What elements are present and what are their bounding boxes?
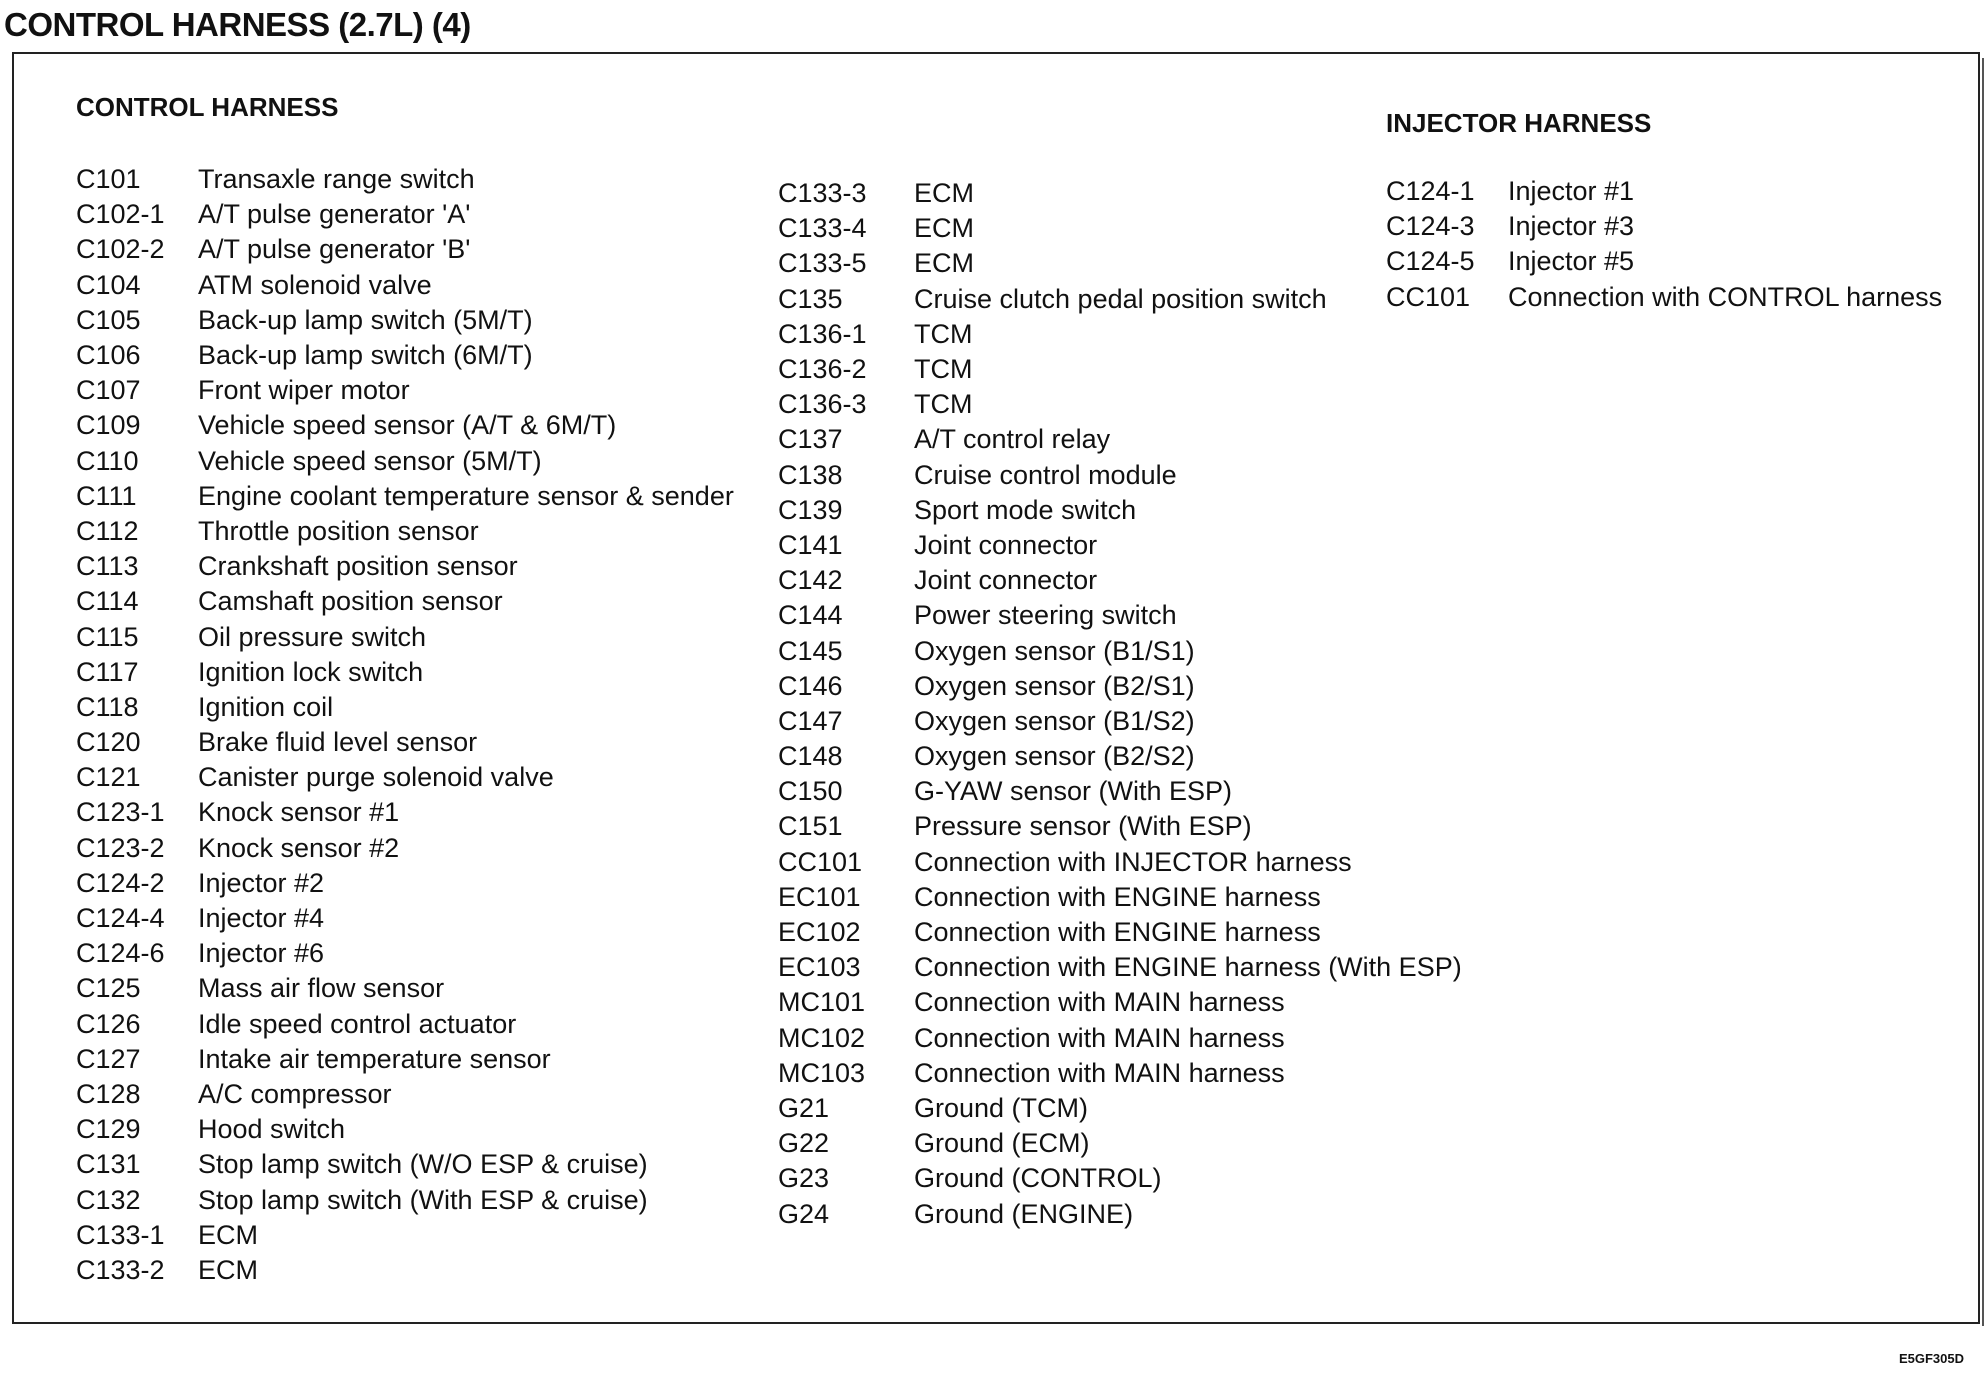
connector-code: C124-3 [1386,211,1475,242]
connector-description: Ground (ECM) [914,1128,1090,1159]
connector-row [778,633,1462,668]
connector-code: C104 [76,269,141,300]
connector-row [76,1147,734,1182]
connector-row [76,1253,734,1288]
connector-description: Vehicle speed sensor (5M/T) [198,445,542,476]
connector-row [76,338,734,373]
connector-code: C124-2 [76,867,165,898]
control-harness-heading: CONTROL HARNESS [76,92,339,122]
connector-code: C113 [76,551,139,582]
connector-code: C101 [76,164,141,195]
connector-row [76,655,734,690]
connector-row [76,1218,734,1253]
connector-code: C132 [76,1184,141,1215]
connector-description: ECM [198,1254,258,1285]
connector-row [778,845,1462,880]
connector-row [778,598,1462,633]
connector-description: Connection with INJECTOR harness [914,846,1352,877]
connector-row [778,1196,1462,1231]
connector-row [778,739,1462,774]
connector-code: C144 [778,600,843,631]
connector-description: ECM [914,213,974,244]
connector-code: C146 [778,670,843,701]
connector-code: C120 [76,727,141,758]
connector-code: C114 [76,586,139,617]
connector-description: Oxygen sensor (B1/S2) [914,705,1195,736]
connector-row [778,1126,1462,1161]
connector-code: MC101 [778,987,866,1018]
connector-description: Injector #1 [1508,176,1635,207]
connector-description: Connection with MAIN harness [914,1057,1285,1088]
connector-description: ECM [914,248,974,279]
connector-row [76,619,734,654]
connector-row [778,915,1462,950]
connector-code: C133-4 [778,213,867,244]
connector-code: C123-1 [76,797,165,828]
connector-code: C137 [778,424,843,455]
connector-row [778,246,1462,281]
connector-code: G23 [778,1163,830,1194]
connector-description: Joint connector [914,565,1098,596]
connector-description: Ground (TCM) [914,1092,1089,1123]
connector-row [778,387,1462,422]
connector-row [1386,280,1942,315]
connector-row [778,528,1462,563]
connector-description: G-YAW sensor (With ESP) [914,776,1233,807]
connector-description: Brake fluid level sensor [198,727,478,758]
connector-row [76,444,734,479]
connector-code: MC102 [778,1022,866,1053]
connector-description: Hood switch [198,1114,346,1145]
connector-row [1386,244,1942,279]
connector-code: C147 [778,705,843,736]
connector-description: Sport mode switch [914,494,1137,525]
connector-description: Connection with ENGINE harness [914,917,1321,948]
connector-description: Cruise control module [914,459,1177,490]
middle-connector-column [778,176,1462,1232]
connector-code: C136-2 [778,354,867,385]
connector-code: C121 [76,762,141,793]
connector-code: C148 [778,741,843,772]
connector-description: Camshaft position sensor [198,586,503,617]
connector-row [76,479,734,514]
connector-code: C124-6 [76,938,165,969]
connector-description: Oil pressure switch [198,621,427,652]
connector-code: G22 [778,1128,830,1159]
connector-description: A/T pulse generator 'A' [198,199,471,230]
connector-description: Ignition lock switch [198,656,424,687]
connector-code: EC102 [778,917,861,948]
connector-row [778,352,1462,387]
connector-description: Stop lamp switch (With ESP & cruise) [198,1184,648,1215]
connector-row [76,1077,734,1112]
connector-description: TCM [914,389,973,420]
connector-row [778,1091,1462,1126]
connector-code: C138 [778,459,843,490]
connector-row [778,950,1462,985]
connector-description: Throttle position sensor [198,515,479,546]
connector-row [76,162,734,197]
connector-description: Ground (ENGINE) [914,1198,1134,1229]
connector-code: C133-1 [76,1219,165,1250]
connector-description: Ignition coil [198,691,334,722]
connector-code: C102-2 [76,234,165,265]
connector-description: ECM [914,178,974,209]
connector-code: C145 [778,635,843,666]
connector-code: C133-3 [778,178,867,209]
connector-row [778,282,1462,317]
connector-description: Oxygen sensor (B1/S1) [914,635,1195,666]
connector-row [76,866,734,901]
connector-code: C106 [76,340,141,371]
connector-row [778,317,1462,352]
connector-code: C112 [76,515,139,546]
connector-code: G21 [778,1092,830,1123]
injector-harness-heading: INJECTOR HARNESS [1386,108,1652,138]
connector-description: Idle speed control actuator [198,1008,517,1039]
connector-description: Connection with ENGINE harness [914,881,1321,912]
connector-code: C136-1 [778,318,867,349]
connector-row [76,268,734,303]
connector-description: Cruise clutch pedal position switch [914,283,1327,314]
connector-row [76,584,734,619]
connector-row [778,809,1462,844]
connector-row [778,422,1462,457]
connector-code: C123-2 [76,832,165,863]
connector-row [76,303,734,338]
connector-code: C131 [76,1149,141,1180]
connector-description: Front wiper motor [198,375,410,406]
connector-code: C127 [76,1043,141,1074]
connector-row [76,971,734,1006]
connector-description: Crankshaft position sensor [198,551,518,582]
connector-code: C110 [76,445,139,476]
connector-code: C139 [778,494,843,525]
connector-code: C128 [76,1078,141,1109]
harness-table-frame [12,52,1980,1324]
connector-code: EC103 [778,952,861,983]
connector-description: Back-up lamp switch (6M/T) [198,340,533,371]
right-connector-column [1386,174,1942,315]
connector-description: Intake air temperature sensor [198,1043,551,1074]
connector-row [76,232,734,267]
connector-row [1386,209,1942,244]
left-connector-column [76,162,734,1288]
connector-row [76,936,734,971]
connector-code: C135 [778,283,843,314]
connector-code: C126 [76,1008,141,1039]
connector-description: Back-up lamp switch (5M/T) [198,304,533,335]
connector-code: C125 [76,973,141,1004]
connector-description: Connection with ENGINE harness (With ESP) [914,952,1462,983]
connector-description: Power steering switch [914,600,1177,631]
connector-description: Oxygen sensor (B2/S1) [914,670,1195,701]
connector-description: Injector #6 [198,938,325,969]
connector-description: Injector #4 [198,903,325,934]
connector-description: Injector #3 [1508,211,1635,242]
connector-row [76,1182,734,1217]
connector-code: C109 [76,410,141,441]
connector-description: A/T control relay [914,424,1111,455]
connector-row [76,514,734,549]
connector-description: ATM solenoid valve [198,269,432,300]
connector-row [778,1056,1462,1091]
connector-description: Pressure sensor (With ESP) [914,811,1252,842]
connector-description: Connection with CONTROL harness [1508,281,1943,312]
connector-description: Injector #2 [198,867,325,898]
connector-row [778,493,1462,528]
connector-code: C151 [778,811,843,842]
connector-description: TCM [914,318,973,349]
connector-row [76,901,734,936]
connector-description: Vehicle speed sensor (A/T & 6M/T) [198,410,617,441]
connector-description: Knock sensor #2 [198,832,400,863]
connector-code: C133-5 [778,248,867,279]
connector-row [778,880,1462,915]
connector-description: Engine coolant temperature sensor & sender [198,480,734,511]
connector-row [76,1042,734,1077]
connector-code: C102-1 [76,199,165,230]
connector-row [778,458,1462,493]
connector-description: ECM [198,1219,258,1250]
connector-row [76,549,734,584]
connector-description: TCM [914,354,973,385]
connector-description: Mass air flow sensor [198,973,445,1004]
connector-code: C133-2 [76,1254,165,1285]
connector-description: Knock sensor #1 [198,797,400,828]
connector-description: Ground (CONTROL) [914,1163,1162,1194]
connector-code: C129 [76,1114,141,1145]
connector-row [76,1112,734,1147]
connector-row [1386,174,1942,209]
connector-code: C124-1 [1386,176,1475,207]
connector-code: C124-5 [1386,246,1475,277]
connector-description: Injector #5 [1508,246,1635,277]
connector-code: C124-4 [76,903,165,934]
connector-row [76,795,734,830]
connector-code: C107 [76,375,141,406]
connector-code: EC101 [778,881,861,912]
connector-description: Stop lamp switch (W/O ESP & cruise) [198,1149,648,1180]
connector-code: CC101 [1386,281,1471,312]
connector-row [76,408,734,443]
connector-row [778,774,1462,809]
connector-row [778,985,1462,1020]
connector-code: C111 [76,480,137,511]
connector-row [778,563,1462,598]
connector-code: C117 [76,656,139,687]
connector-description: A/T pulse generator 'B' [198,234,471,265]
connector-row [76,725,734,760]
connector-description: Canister purge solenoid valve [198,762,554,793]
connector-code: C105 [76,304,141,335]
connector-row [76,831,734,866]
connector-row [778,176,1462,211]
connector-row [76,373,734,408]
connector-row [76,690,734,725]
connector-row [778,1021,1462,1056]
page-title: CONTROL HARNESS (2.7L) (4) [4,6,471,43]
connector-row [76,197,734,232]
connector-description: Connection with MAIN harness [914,987,1285,1018]
connector-row [778,669,1462,704]
connector-row [778,211,1462,246]
connector-description: Transaxle range switch [198,164,475,195]
figure-reference: E5GF305D [1898,1351,1964,1366]
connector-code: C118 [76,691,139,722]
connector-description: Oxygen sensor (B2/S2) [914,741,1195,772]
connector-code: G24 [778,1198,830,1229]
connector-code: C136-3 [778,389,867,420]
connector-description: Joint connector [914,529,1098,560]
connector-row [778,704,1462,739]
connector-code: C142 [778,565,843,596]
connector-description: Connection with MAIN harness [914,1022,1285,1053]
connector-row [778,1161,1462,1196]
connector-description: A/C compressor [198,1078,392,1109]
connector-code: C141 [778,529,843,560]
connector-row [76,1007,734,1042]
connector-code: CC101 [778,846,863,877]
connector-code: C115 [76,621,139,652]
connector-row [76,760,734,795]
connector-code: MC103 [778,1057,866,1088]
connector-code: C150 [778,776,843,807]
